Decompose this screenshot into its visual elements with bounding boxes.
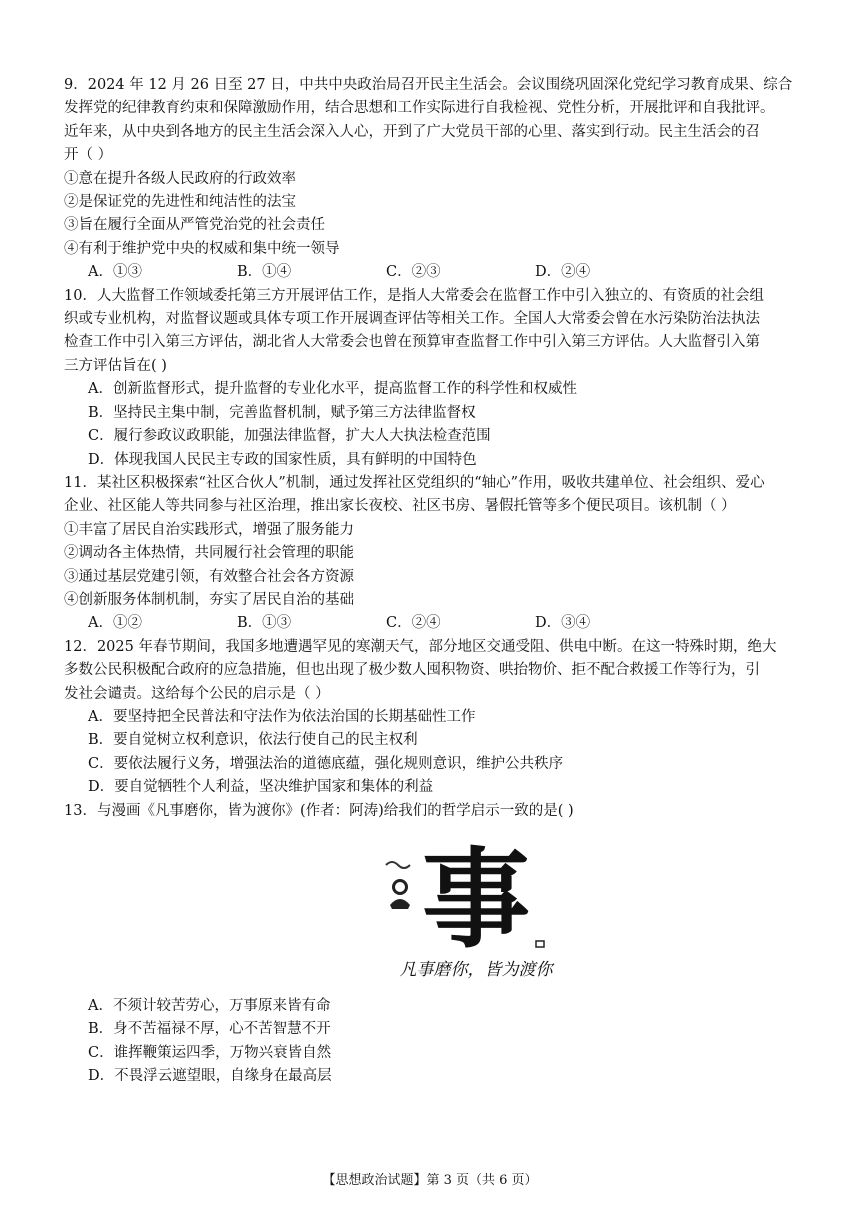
statement-item: ①意在提升各级人民政府的行政效率 [64, 170, 296, 187]
choice-c[interactable]: C．履行参政议政职能，加强法律监督，扩大人大执法检查范围 [88, 428, 491, 445]
question-stem-line: 多数公民积极配合政府的应急措施，但也出现了极少数人囤积物资、哄抬物价、拒不配合救援工作等行为，引 [64, 662, 760, 679]
choice-d[interactable]: D．不畏浮云遮望眼，自缘身在最高层 [88, 1068, 332, 1085]
comic-figure [64, 831, 806, 991]
statement-item: ②是保证党的先进性和纯洁性的法宝 [64, 194, 296, 211]
question-stem-line: 企业、社区能人等共同参与社区治理，推出家长夜校、社区书房、暑假托管等多个便民项目。该机制（ ） [64, 498, 736, 515]
question-stem-line: 三方评估旨在( ) [64, 357, 167, 374]
statement-item: ③旨在履行全面从严管党治党的社会责任 [64, 217, 325, 234]
exam-page [64, 74, 806, 1089]
question-stem-line: 13．与漫画《凡事磨你，皆为渡你》(作者：阿涛)给我们的哲学启示一致的是( ) [64, 802, 574, 819]
page-footer: 【思想政治试题】第 3 页（共 6 页） [322, 1173, 538, 1188]
comic-illustration [364, 835, 582, 985]
question-12 [64, 636, 806, 800]
choice-a[interactable]: A．创新监督形式，提升监督的专业化水平，提高监督工作的科学性和权威性 [88, 381, 577, 398]
choice-b[interactable]: B．身不苦福禄不厚，心不苦智慧不开 [88, 1021, 331, 1038]
choice-a[interactable]: A．不须计较苦劳心，万事原来皆有命 [88, 998, 331, 1014]
choice-b[interactable]: B．①④ [237, 264, 292, 281]
question-stem-line: 发社会谴责。这给每个公民的启示是（ ） [64, 685, 330, 702]
question-stem-line: 近年来，从中央到各地方的民主生活会深入人心，开到了广大党员干部的心里、落实到行动。民主生活会的召 [64, 123, 760, 140]
choice-d[interactable]: D．③④ [535, 615, 591, 632]
answer-choices [64, 612, 806, 635]
choice-b[interactable]: B．①③ [237, 615, 292, 632]
statement-item: ④有利于维护党中央的权威和集中统一领导 [64, 240, 340, 257]
comic-big-character: 事 [421, 837, 531, 963]
statement-item: ④创新服务体制机制，夯实了居民自治的基础 [64, 591, 354, 608]
question-10 [64, 285, 806, 472]
statement-item: ①丰富了居民自治实践形式，增强了服务能力 [64, 521, 354, 538]
choice-c[interactable]: C．②④ [386, 615, 441, 632]
question-stem-line: 9．2024 年 12 月 26 日至 27 日，中共中央政治局召开民主生活会。会议围绕巩固深化党纪学习教育成果、综合 [64, 77, 793, 93]
statement-item: ③通过基层党建引领，有效整合社会各方资源 [64, 568, 354, 585]
choice-b[interactable]: B．坚持民主集中制，完善监督机制，赋予第三方法律监督权 [88, 404, 476, 421]
question-stem-line: 10．人大监督工作领域委托第三方开展评估工作，是指人大常委会在监督工作中引入独立的、有资质的社会组 [64, 287, 764, 304]
statement-item: ②调动各主体热情，共同履行社会管理的职能 [64, 545, 354, 562]
question-stem-line: 12．2025 年春节期间，我国多地遭遇罕见的寒潮天气，部分地区交通受阻、供电中断。在这一特殊时期，绝大 [64, 638, 777, 655]
choice-b[interactable]: B．要自觉树立权利意识，依法行使自己的民主权利 [88, 732, 418, 749]
seal-stamp [536, 941, 544, 947]
choice-d[interactable]: D．体现我国人民民主专政的国家性质，具有鲜明的中国特色 [88, 451, 477, 468]
question-11 [64, 472, 806, 636]
choice-c[interactable]: C．要依法履行义务，增强法治的道德底蕴，强化规则意识，维护公共秩序 [88, 755, 564, 772]
answer-choices [64, 261, 806, 284]
question-stem-line: 发挥党的纪律教育约束和保障激励作用，结合思想和工作实际进行自我检视、党性分析，开展批评和自我批评。 [64, 100, 775, 117]
question-9 [64, 74, 806, 285]
choice-a[interactable]: A．要坚持把全民普法和守法作为依法治国的长期基础性工作 [88, 708, 476, 725]
comic-caption: 凡事磨你，皆为渡你 [399, 960, 553, 980]
choice-a[interactable]: A．①② [88, 615, 142, 632]
question-stem-line: 开（ ） [64, 147, 113, 164]
question-stem-line: 织或专业机构，对监督议题或具体专项工作开展调查评估等相关工作。全国人大常委会曾在水污染防治法执法 [64, 311, 760, 328]
question-13 [64, 800, 806, 1089]
choice-a[interactable]: A．①③ [88, 264, 142, 281]
question-stem-line: 11．某社区积极探索“社区合伙人”机制，通过发挥社区党组织的“轴心”作用，吸收共建单位、社会组织、爱心 [64, 474, 765, 491]
question-stem-line: 检查工作中引入第三方评估，湖北省人大常委会也曾在预算审查监督工作中引入第三方评估。人大监督引入第 [64, 334, 760, 351]
choice-d[interactable]: D．②④ [535, 264, 591, 281]
choice-c[interactable]: C．②③ [386, 264, 441, 281]
meditating-figure-icon [386, 862, 410, 909]
choice-c[interactable]: C．谁挥鞭策运四季，万物兴衰皆自然 [88, 1044, 332, 1061]
choice-d[interactable]: D．要自觉牺牲个人利益，坚决维护国家和集体的利益 [88, 779, 434, 796]
